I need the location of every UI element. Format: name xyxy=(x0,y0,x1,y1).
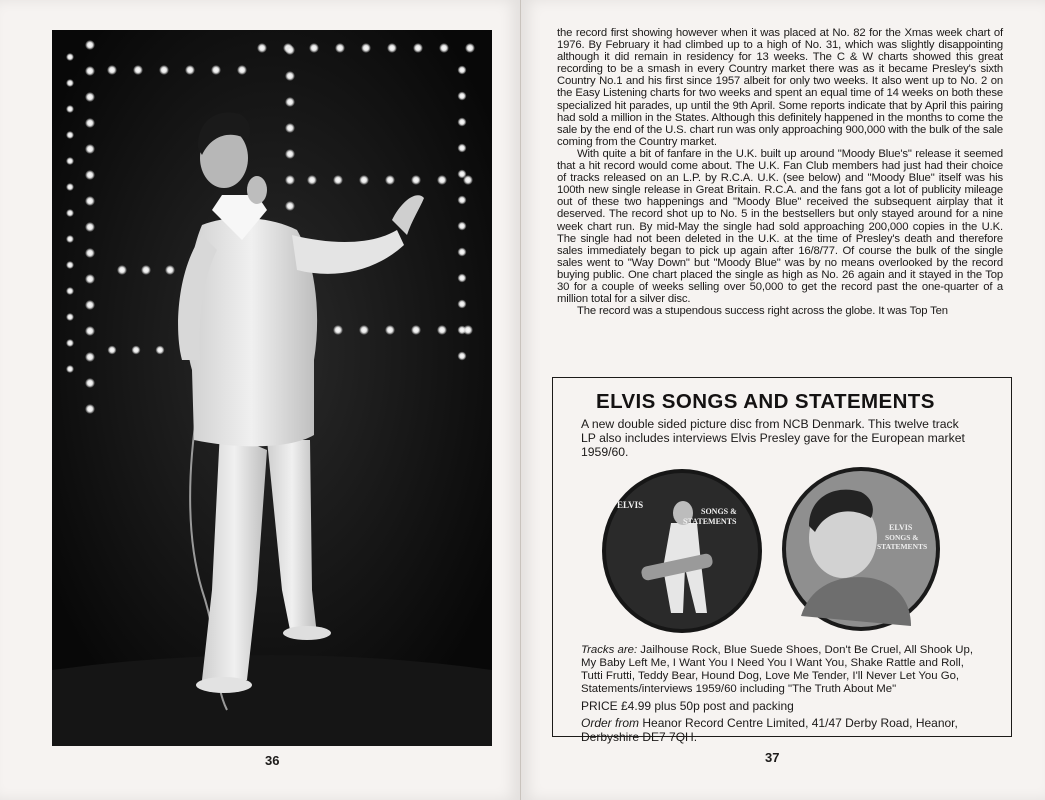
order-address: Heanor Record Centre Limited, 41/47 Derby Road, Heanor, Derbyshire DE7 7QH. xyxy=(581,716,958,744)
price-line: PRICE £4.99 plus 50p post and packing xyxy=(581,699,794,713)
stage-light-bulb xyxy=(458,352,467,361)
stage-light-bulb xyxy=(66,183,74,191)
picture-discs xyxy=(581,468,993,634)
photo-illustration xyxy=(52,30,492,746)
stage-light-bulb xyxy=(85,40,95,50)
stage-light-bulb xyxy=(359,325,369,335)
stage-light-bulb xyxy=(458,222,467,231)
stage-light-bulb xyxy=(458,66,467,75)
disc-label-statements: STATEMENTS xyxy=(683,517,737,526)
stage-light-bulb xyxy=(465,43,475,53)
stage-light-bulb xyxy=(361,43,371,53)
stage-light-bulb xyxy=(387,43,397,53)
stage-light-bulb xyxy=(165,265,175,275)
stage-light-bulb xyxy=(85,144,95,154)
stage-light-bulb xyxy=(285,71,295,81)
disc-b-label-songs: SONGS & xyxy=(885,533,919,542)
disc-label-songs: SONGS & xyxy=(701,507,737,516)
stage-light-bulb xyxy=(185,65,195,75)
disc-b-label-statements: STATEMENTS xyxy=(877,542,928,551)
stage-light-bulb xyxy=(411,175,421,185)
stage-light-bulb xyxy=(359,175,369,185)
stage-light-bulb xyxy=(141,265,151,275)
stage-light-bulb xyxy=(66,209,74,217)
stage-light-bulb xyxy=(211,65,221,75)
stage-light-bulb xyxy=(309,43,319,53)
stage-light-bulb xyxy=(458,248,467,257)
stage-light-bulb xyxy=(307,175,317,185)
stage-light-bulb xyxy=(411,325,421,335)
stage-light-bulb xyxy=(66,313,74,321)
track-list xyxy=(581,644,981,696)
stage-light-bulb xyxy=(385,175,395,185)
stage-light-bulb xyxy=(108,346,117,355)
advert-intro: A new double sided picture disc from NCB Denmark. This twelve track LP also includes interviews Elvis Presley gave for the European market 1959/60. xyxy=(581,417,965,459)
stage-light-bulb xyxy=(458,196,467,205)
stage-light-bulb xyxy=(285,123,295,133)
picture-disc-side-a xyxy=(601,468,763,634)
stage-light-bulb xyxy=(437,325,447,335)
stage-light-bulb xyxy=(66,105,74,113)
stage-light-bulb xyxy=(66,339,74,347)
stage-light-bulb xyxy=(85,66,95,76)
stage-light-bulb xyxy=(85,196,95,206)
stage-light-bulb xyxy=(413,43,423,53)
stage-light-bulb xyxy=(85,352,95,362)
stage-light-bulb xyxy=(133,65,143,75)
stage-light-bulb xyxy=(66,235,74,243)
stage-light-bulb xyxy=(159,65,169,75)
stage-light-bulb xyxy=(285,175,295,185)
stage-light-bulb xyxy=(333,325,343,335)
advert-title: ELVIS SONGS AND STATEMENTS xyxy=(596,390,935,413)
stage-light-bulb xyxy=(385,325,395,335)
stage-light-bulb xyxy=(333,175,343,185)
stage-light-bulb xyxy=(439,43,449,53)
stage-light-bulb xyxy=(285,201,295,211)
right-page xyxy=(521,0,1045,800)
stage-light-bulb xyxy=(257,43,267,53)
article-paragraph: The record was a stupendous success right across the globe. It was Top Ten xyxy=(577,305,948,318)
elvis-stage-photo xyxy=(52,30,492,746)
tracks-text: Jailhouse Rock, Blue Suede Shoes, Don't Be Cruel, All Shook Up, My Baby Left Me, I Want You I Need You I Want You, Shake Rattle and Roll, Tutti Frutti, Teddy Bear, Hound Dog, Love Me Tender, I'll Never Let You Go, Statements/interviews 1959/60 including "The Truth About Me" xyxy=(581,644,973,695)
stage-light-bulb xyxy=(285,45,295,55)
tracks-label: Tracks are: xyxy=(581,644,638,656)
stage-light-bulb xyxy=(66,365,74,373)
stage-light-bulb xyxy=(85,118,95,128)
stage-light-bulb xyxy=(85,248,95,258)
page-number: 37 xyxy=(765,750,780,765)
order-info xyxy=(581,716,981,744)
article-paragraph: the record first showing however when it was placed at No. 82 for the Xmas week chart of 1976. By February it had climbed up to a high of No. 31, which was slightly disappointing although it did remain in residency for 13 weeks. The C & W charts showed this great recording to be a smash in every Country market there was as it became Presley's sixth Country No.1 and his first since 1957 albeit for only two weeks. It also went up to No. 2 on the Easy Listening charts for two weeks and spent an equal time of 14 weeks on both these specialized hit parades, up until the 9th April. Some reports indicate that by April this pairing had sold a million in the States. Although this definitely happened in the months to come the sale by the end of the U.S. chart run was only approaching 900,000 with the bulk of the sale coming from the Country market. xyxy=(557,27,1003,148)
stage-light-bulb xyxy=(85,378,95,388)
stage-light-bulb xyxy=(237,65,247,75)
stage-light-bulb xyxy=(458,92,467,101)
stage-light-bulb xyxy=(156,346,165,355)
stage-light-bulb xyxy=(458,274,467,283)
left-page xyxy=(0,0,521,800)
stage-light-bulb xyxy=(458,326,467,335)
stage-light-bulb xyxy=(85,274,95,284)
stage-light-bulb xyxy=(66,287,74,295)
stage-light-bulb xyxy=(85,170,95,180)
stage-light-bulb xyxy=(335,43,345,53)
stage-light-bulb xyxy=(458,300,467,309)
disc-label-elvis: ELVIS xyxy=(617,500,644,510)
stage-light-bulb xyxy=(66,53,74,61)
stage-light-bulb xyxy=(437,175,447,185)
stage-light-bulb xyxy=(458,144,467,153)
stage-light-bulb xyxy=(66,131,74,139)
stage-light-bulb xyxy=(132,346,141,355)
order-label: Order from xyxy=(581,716,640,730)
article-paragraph: With quite a bit of fanfare in the U.K. built up around "Moody Blue's" release it seemed that a hit record would come about. The U.K. Fan Club members had just had their choice of tracks released on an L.P. by R.C.A. U.K. (see below) and "Moody Blue" itself was his 100th new single release in Great Britain. R.C.A. and the fans got a lot of publicity mileage out of these two happenings and "Moody Blue" received the subsequent airplay that it deserved. The record shot up to No. 5 in the bestsellers but only stayed around for a nine week chart run. By mid-May the single had sold approaching 200,000 copies in the U.K. The single had not been deleted in the U.K. at the time of Presley's death and therefore sales immediately began to pick up again after 16/8/77. Of course the bulk of the single sales went to "Way Down" but "Moody Blue" was by no means overlooked by the record buying public. One chart placed the single as high as No. 26 again and it stayed in the Top 30 for a couple of weeks selling over 50,000 to get the record past the one-quarter of a million total for a silver disc. xyxy=(557,147,1003,306)
stage-light-bulb xyxy=(85,300,95,310)
stage-light-bulb xyxy=(458,170,467,179)
article-text xyxy=(557,27,1003,317)
stage-light-bulb xyxy=(107,65,117,75)
stage-light-bulb xyxy=(285,149,295,159)
stage-light-bulb xyxy=(66,261,74,269)
page-number: 36 xyxy=(265,753,280,768)
disc-b-label-elvis: ELVIS xyxy=(889,523,913,532)
songs-and-statements-advert xyxy=(552,377,1012,744)
stage-light-bulb xyxy=(458,118,467,127)
stage-light-bulb xyxy=(85,404,95,414)
stage-light-bulb xyxy=(117,265,127,275)
stage-light-bulb xyxy=(66,79,74,87)
stage-light-bulb xyxy=(285,97,295,107)
stage-light-bulb xyxy=(85,326,95,336)
stage-light-bulb xyxy=(85,222,95,232)
stage-light-bulb xyxy=(66,157,74,165)
stage-light-bulb xyxy=(85,92,95,102)
picture-disc-side-b xyxy=(781,466,941,632)
